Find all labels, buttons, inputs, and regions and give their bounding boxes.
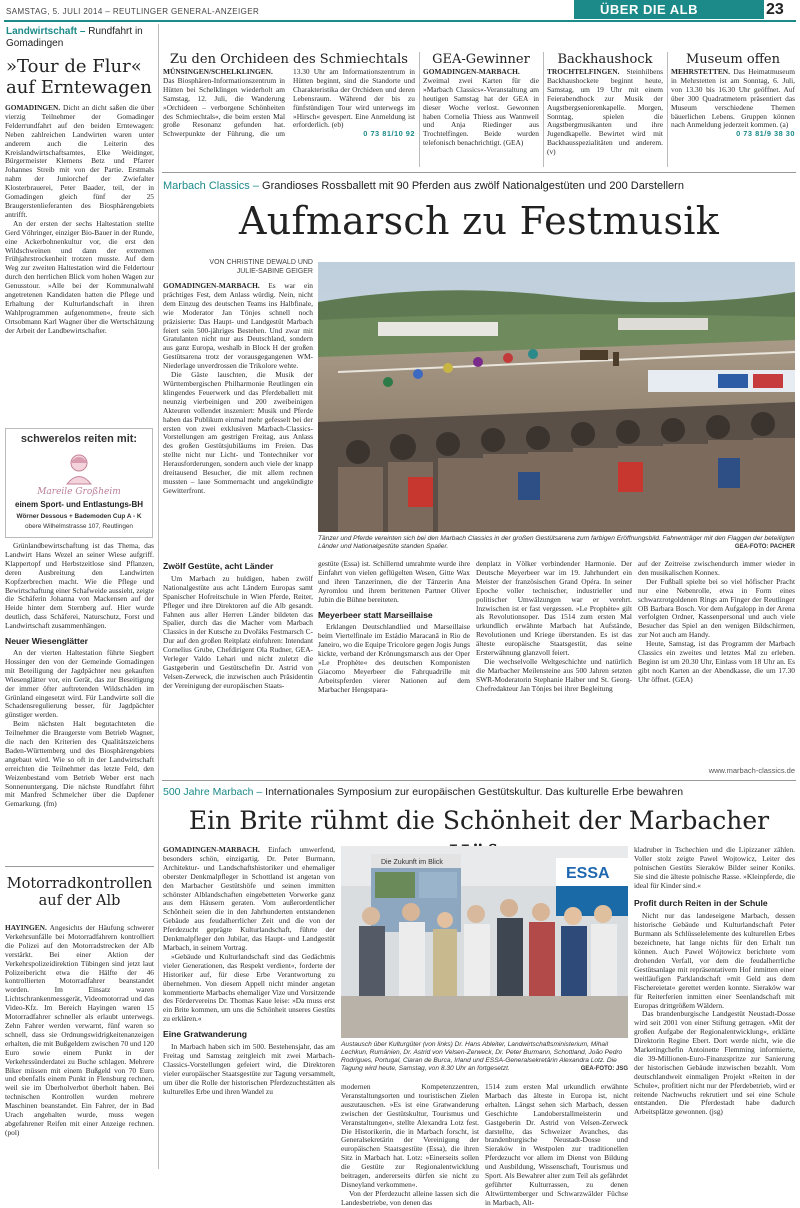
page-number: 23 [766, 1, 784, 18]
tour-article-cont [5, 542, 154, 856]
ad-line-2: obere Wilhelmstrasse 107, Reutlingen [25, 523, 133, 530]
tour-article [5, 104, 154, 426]
ad-title: schwerelos reiten mit: [20, 433, 138, 445]
gea-article [423, 68, 539, 168]
ad-subtitle: einem Sport- und Entlastungs-BH [15, 500, 143, 509]
tour-headline: »Tour de Flur« auf Erntewagen [6, 56, 152, 98]
kicker-text: Grandioses Rossballett mit 90 Pferden aus zwölf Nationalgestüten und 200 Darstellern [262, 180, 684, 192]
brite-article-col4 [634, 846, 795, 1169]
column-divider [667, 52, 668, 167]
brite-article-col2 [341, 1082, 479, 1207]
subheading: Meyerbeer statt Marseillaise [318, 609, 433, 620]
paragraph: Das Heimatmuseum in Mehrstetten ist am Sonntag, 6. Juli, von 13.30 bis 16.30 Uhr geöffnet. Auf über 300 Quadratmetern präsentiert das Museum verschiedene Themen bäuerlichen Lebens. Gruppen können nach Anmeldung jederzeit kommen. (a) [671, 67, 795, 130]
header-rule [4, 20, 796, 22]
paragraph: Der Fußball spielte bei so viel höfischer Pracht nur eine Nebenrolle, etwa in Form eines schwarzrotgoldenen Rings am Finger der Reutlinger OB Barbara Bosch. Vor dem Aufgalopp in der Arena verfolgten Ordner, Kassenpersonal und auch viele Besucher das Spiel an den wenigen Bildschirmen, zur Not auch am Handy. [638, 576, 795, 640]
marbach-article-col4 [638, 560, 795, 764]
dateline: GOMADINGEN-MARBACH. [163, 281, 260, 290]
section-tab [574, 0, 764, 19]
motor-article [5, 924, 154, 1169]
dateline: GOMADINGEN-MARBACH. [163, 845, 260, 854]
paragraph: Das Biosphären-Informationszentrum in Hütten bei Schelklingen wiederholt am Samstag, 12. Juli, die Wanderung »Orchideen – verborgene Schönheiten des Schmiechtals«, die beim ersten Mal große Resonanz gefunden hat. Schwerpunkte der Führung, die um 13.30 Uhr am Informationszentrum in Hütten beginnt, sind die Standorte und Charakteristika der Orchideen und deren Lebensraum. Während der bis zu fünfstündigen Tour wird unterwegs im »Hirsch« gevespert. Eine Anmeldung ist erforderlich. (eb) [163, 67, 415, 139]
orchid-headline: Zu den Orchideen des Schmiechtals [170, 52, 408, 67]
author-line: VON CHRISTINE DEWALD UND [209, 259, 313, 266]
kicker-label: 500 Jahre Marbach – [163, 786, 263, 798]
paragraph: Um Marbach zu huldigen, haben zwölf Nationalgestüte aus acht Ländern Europas samt Spanischer Hofreitschule in Wien Pferde, Reiter, Pfleger und ihre Direktoren auf die Alb gesandt. Fahnen aus aller Herren Länder bildeten das Spalier, durch das die Macher vom Marbach Classics in der Kutsche zu Dvořáks Festmarsch C-Dur auf den großen Reitplatz einfuhren: Intendant Cornelius Grube, Chefdirigent Ola Rudner, GEA-Verleger Valdo Lehari und nicht zuletzt die Gastgeberin und Gestütschefin Dr. Astrid von Velsen-Zerweck, die inzwischen auch Präsidentin der Vereinigung der europäischen Staats- [163, 573, 313, 690]
gea-headline: GEA-Gewinner [432, 52, 530, 67]
caption-text: Tänzer und Pferde vereinten sich bei den Marbach Classics in der großen Gestütsarena zum farbigen Eröffnungsbild. Fahnenträger mit den Flaggen der beteiligten Länder und Nationalgestüte standen Spalier. [318, 535, 795, 550]
paragraph: Von der Pferdezucht alleine lassen sich die Landesbetriebe, von denen das [341, 1188, 479, 1207]
marbach-article-col1b [163, 560, 313, 776]
photo-credit: GEA-FOTO: JSG [580, 1066, 628, 1072]
ad-brand-logo: Mareile Großheim [37, 487, 121, 497]
middle-rule [162, 780, 796, 781]
symposium-photo [341, 846, 628, 1038]
dateline: HAYINGEN. [5, 923, 47, 932]
column-divider [158, 24, 159, 1169]
paragraph: Grünlandbewirtschaftung ist das Thema, das Landwirt Hans Wezel an seiner Wiese aufgriff. Klappertopf und Herbstzeitlose sind Pflanzen, deren Ausbreitung den Landwirten Kopfzerbrechen macht. Wie die Pflege und Bewirtschaftung einer Schafweide aussieht, zeigte die Schäferin Johanna von Mackensen auf der Heide hinter dem Sternberg auf. Hier wurde deutlich, dass Schäferei, Naturschutz, Forst und Landwirtschaft zusammenhängen. [5, 541, 154, 631]
motor-headline: Motorradkontrollen auf der Alb [6, 876, 153, 909]
photo-credit: GEA-FOTO: PACHER [734, 544, 795, 550]
brite-article-col3 [485, 1082, 628, 1207]
paragraph: modernen Kompetenzzentren, Veranstaltungsorten und touristischen Zielen auszutauschen. »Es ist eine Gratwanderung zwischen der Gestütskultur, Tourismus und Veranstaltungen«, stellte Alexandra Lotz fest. Die Historikerin, die in Marbach forscht, ist Generalsekretärin der Vereinigung der europäischen Staatsgestüte (Essa), die ihren Sitz in Marbach hat. Lotz: »Einerseits sollen die Gestüte zur Regionalentwicklung beitragen, andererseits dürfen sie nicht zu Disneyland verkommen«. [341, 1082, 479, 1189]
backhaus-headline: Backhaushock [557, 52, 653, 67]
paragraph: kladruber in Tschechien und die Lipizzaner zählen. Voller stolz zeigte Pawel Wojtowicz, Leiter des polnischen Gestüts Sieraków Bilder seiner Koniks. Sie sind die älteste polnische Rasse. »Kleinpferde, die ideal für Kinder sind.« [634, 845, 795, 890]
paragraph: Erklangen Deutschlandlied und Marseillaise beim Viertelfinale im Estádio Maracanã in Rio de Janeiro, wo die Equipe Tricolore gegen Jogis Jungs kickte, verband der Krönungsmarsch aus der Oper »Le Prophète« des deutschen Komponisten Giacomo Meyerbeer die Fahrquadrille mit Arbeitspferden vierer Nationen auf dem Marbacher Hengstpara- [318, 622, 470, 694]
kicker-label: Marbach Classics – [163, 180, 259, 192]
marbach-url[interactable]: www.marbach-classics.de [708, 766, 795, 775]
ad-figure-icon [62, 451, 96, 485]
motor-rule [5, 866, 154, 867]
paragraph: Nicht nur das landeseigene Marbach, dessen historische Gebäude und Kulturlandschaft Peter Burmann als Schlüsselelemente des kulturellen Erbes bezeichnete, hat lange nichts für den Erhalt tun können. Auch Pawel Wójtowicz berichtete vom drohenden Verfall, vor dem die feudalherrliche Gestütsanlage mit repräsentativem Hof inmitten einer weitläufigen Parklandschaft »mit Geld aus dem Fischereietat« gerettet werden konnte. Sieraków war für Reiterferien inmitten einer Seenlandschaft mit Europas drittgrößem Wäldern. [634, 911, 795, 1010]
essa-logo-text: ESSA [566, 865, 610, 882]
dateline: MEHRSTETTEN. [671, 67, 730, 76]
paragraph: Das brandenburgische Landgestüt Neustadt-Dosse wird seit 2001 von einer Stiftung getragen. »Mit der großen Aufgabe der Regionalentwicklung«, erklärte Direktorin Regine Ebert. Dort werde nicht, wie die Marketingchefin Antoinette Flemming informierte, die 39-Millionen-Euro-Finanzspritze zur Sanierung der historischen Gebäude inzwischen bezahlt. Vom deutschlandweit einmaligen Projekt »Reiten in der Schule«, profitiert nicht nur der Pferdebetrieb, wird er reitende Nachwuchs rekrutiert und sei eine Schule entstanden. Die Pferdestadt habe dadurch Arbeitsplätze gewonnen. (jsg) [634, 1009, 795, 1117]
caption-text: Austausch über Kulturgüter (von links) Dr. Hans Ableiter, Landwirtschaftsministerium, Mihail Lechkun, Rumänien, Dr. Astrid von Velsen-Zerweck, Dr. Peter Burmann, Schottland, João Pedro Rodrigues, Portugal, Ciaran de Burca, Irland und ESSA-Generalsekretärin Alexandra Lotz. Die Tagung wird heute, Samstag, von 8.30 Uhr an fortgesetzt. [341, 1041, 623, 1072]
paragraph: Es war ein prächtiges Fest, dem Anlass würdig. Nein, nicht dem Einzug des deutschen Teams ins Halbfinale, wie Moderator Jan Tönjes schnell noch präzisierte: Das Haupt- und Landgestüt Marbach feiert sein 500-jähriges Bestehen. Und zwar mit Gratulanten nicht nur aus Deutschland, sondern aus ganz Europa, weshalb in Block H der großen Gestütsarena trotz der vorausgegangenen WM-Niederlage unverdrossen die Trikolore wehte. [163, 281, 313, 371]
backhaus-article [547, 68, 663, 168]
paragraph: denplatz in Völker verbindender Harmonie. Der Deutsche Meyerbeer war im 19. Jahrhundert ein Meister der französischen Grand Opéra. In seiner Epoche voller technischer, industrieller und politischer Umwälzungen war er verehrt. Inzwischen ist er fast vergessen. »Le Prophète« gilt als Revolutionsoper. Das 1514 zum ersten Mal urkundlich erwähnte Marbach hat Aufstände, Revolutionen und Kriege überstanden. Es ist das älteste europäische Staatsgestüt, das seine Ersterwähnung glanzvoll feiert. [476, 559, 632, 658]
paragraph: Die Gäste lauschten, die Musik der Württembergischen Philharmonie Reutlingen ein klingendes Feuerwerk und das Pferdeballett mit neunzig vierbeinigen und 200 zweibeinigen Akteuren vollendet inszeniert: Musik und Pferde haben das Publikum einmal mehr gefesselt bei der ersten von zwei exklusiven Marbach-Classics-Vorstellungen am gestrigen Freitag, aus Anlass des großen Gestütsjubiläums im Freien. Das stellte nicht nur Licht- und Tontechniker vor Herausforderungen, sondern auch viele der knapp dreitausend Besucher, die mit allem rechnen mussten – laue Sommernacht und angekündigte Gewitterfront. [163, 370, 313, 495]
paragraph: Einfach umwerfend, besonders schön, einzigartig. Dr. Peter Burmann, Architektur- und Landschaftshistoriker und ehemaliger oberster Denkmalpfleger in Schottland ist angetan von den Marbacher Gestütshöfe und seinen immitten schönster Alblandschaften eingebetteten Vorwerke ganz aus dem Häusern geraten. Vom außerordentlicher Schönheit seien die in den Jahrhunderten entstandenen Gebäude aus feudalherrlicher Zeit und die von der Pferdezucht geprägte Kulturlandschaft, führte der Denkmalpfleger den Jubilar, das Haupt- und Landgestüt Marbach, in seinem Vortrag. [163, 845, 335, 952]
brite-headline: Ein Brite rühmt die Schönheit der Marbacher [188, 806, 770, 835]
banner-text: Die Zukunft im Blick [381, 859, 443, 866]
marbach-article-col1 [163, 282, 313, 558]
paragraph: Beim nächsten Halt begutachteten die Teilnehmer die Braugerste vom Betrieb Wagner, die nach den Kriterien des Qualitätszeichens Baden-Württemberg und des Biosphärengebiets angebaut wird. Wie so oft in der Landwirtschaft erreichten die Teilnehmer das letzte Feld, den Weizenbestand vom Betrieb Weber erst nach Sonnenuntergang. Die nächste Rundfahrt führt mit Manfred Schmelcher über die Dapfener Gemarkung. (fm) [5, 719, 154, 809]
paragraph: auf der Zeitreise zwischendurch immer wieder in den musikalischen Konnex. [638, 559, 795, 577]
section-title: ÜBER DIE ALB [600, 2, 698, 17]
subheading: Zwölf Gestüte, acht Länder [163, 561, 274, 571]
column-divider [419, 52, 420, 167]
arena-photo [318, 262, 795, 532]
dateline: MÜNSINGEN/SCHELKLINGEN. [163, 67, 273, 76]
marbach-article-col3 [476, 560, 632, 776]
paragraph: Steinhilbens Backhaushockete beginnt heute, Samstag, um 19 Uhr mit einem Feierabendhock zur Musik der Augstbergseniorenkapelle. Morgen, Sonntag, spielen die Augstbergmusikanten und ihre Jugendkapelle. Bewirtet wird mit Backhausspezialitäten und anderem. (v) [547, 67, 663, 157]
page-header [4, 0, 796, 20]
phone-number: 0 73 81/9 38 30 [736, 129, 795, 139]
column-divider [543, 52, 544, 167]
marbach-article-col2 [318, 560, 470, 776]
author-line: JULIE-SABINE GEIGER [236, 268, 313, 275]
museum-article [671, 68, 795, 168]
advertisement [5, 428, 153, 538]
dateline: TROCHTELFINGEN. [547, 67, 620, 76]
paragraph: 1514 zum ersten Mal urkundlich erwähnte Marbach das älteste in Europa ist, nicht erhalten. Längst sehen sich Marbach, dessen Geschichte Landoberstallmeisterin und Gastgeberin Dr. Astrid von Velsen-Zerweck darstellte, das Schweizer Avanches, das brandenburgische Neustadt-Dosse und Sieraków in Westpolen zur traditionellen Pferdezucht vor allem im Dienst von Bildung und Ausbildung, Wissenschaft, Tourismus und Sport. Als Bewahrer alter zum Teil als gefährdet geführter Kulturrassen, zu denen Altwürttemberger und Schwarzwälder Füchse in Marbach, Alt- [485, 1082, 628, 1207]
symposium-caption [341, 1041, 628, 1073]
subheading: Neuer Wiesenglätter [5, 636, 89, 647]
date-line: SAMSTAG, 5. JULI 2014 – REUTLINGER GENERAL-ANZEIGER [6, 7, 260, 16]
paragraph: An der vierten Haltestation führte Siegbert Hossinger den von der Gemeinde Gomadingen mit Beteiligung der Jagdpächter neu gekauften Wiesenglätter vor, ein Gerät, das zur Beseitigung der immer öfter auftretenden Wildschäden im Grünland eingesetzt wird. Für Landwirte soll die Schadensregulierung besser, für Jagdpächter günstiger werden. [5, 647, 154, 720]
marbach-headline: Aufmarsch zu Festmusik [238, 199, 720, 243]
museum-headline: Museum offen [685, 52, 780, 67]
paragraph: »Gebäude und Kulturlandschaft sind das Gedächtnis vieler Generationen, das Respekt verdient«, forderte der Historiker auf, für diese Erbe Verantwortung zu übernehmen. Von diesem Appell nicht minder angetan kommentierte Marbachs ehemaliger Vize und Vorsitzende des Fördervereins Dr. Thomas Kaue leise: »Da muss erst ein Brite kommen, um uns die Schönheit unseres Gestüts zu erklären.« [163, 951, 335, 1024]
paragraph: Heute, Samstag, ist das Programm der Marbach Classics ein zweites und letztes Mal zu erleben. Beginn ist um 20.30 Uhr, Einlass vom 18 Uhr an. Es gibt noch Karten an der Abendkasse, die um 17.30 Uhr öffnet. (GEA) [638, 639, 795, 684]
subheading: Eine Gratwanderung [163, 1029, 248, 1040]
dateline: GOMADINGEN-MARBACH. [423, 67, 520, 76]
brite-kicker [163, 786, 795, 799]
marbach-kicker [163, 180, 795, 193]
paragraph: In Marbach haben sich im 500. Bestehensjahr, das am Freitag und Samstag zeitgleich mit zwei Marbach-Classics-Vorstellungen gefeiert wird, die Direktoren vieler europäischer Staatsgestüte zur Tagung versammelt, um über die Rolle der historischen Pferdezuchtstätten als kulturelles Erbe und ihren Wandel zu [163, 1042, 335, 1096]
top-row-rule [162, 172, 796, 173]
kicker-label: Landwirtschaft – [6, 26, 86, 37]
ad-line-1: Wörner Dessous + Bademoden Cup A - K [16, 513, 142, 520]
dateline: GOMADINGEN. [5, 103, 61, 112]
paragraph: Angesichts der Häufung schwerer Verkehrsunfälle bei Motorradfahrern kontrolliert die Polizei auf den Motorradstrecken der Alb verstärkt. Bei einer Aktion der Verkehrspolizeidirektion Tübingen sind jetzt laut Polizeibericht etwa die Hälfte der 46 kontrollierten Motorradfahrer beanstandet worden. Im Einsatz waren Lichtschrankenmessgerät, Videomotorrad und das Video-Kfz. Im Bereich Hayingen waren 15 Motorradfahrer schneller als erlaubt unterwegs. Zehn Fahrer werden verwarnt, fünf waren so schnell, dass sie Ordnungswidrigkeitenanzeigen erhalten, die mit Bußgeldern zwischen 70 und 120 Euro sowie einem Punkt in der Verkehrssünderdatei zu Buche schlagen. Mehrere Biker müssen mit einem Bußgeld von 70 Euro und ebenfalls einem Punkt in Flensburg rechnen, weil sie im Überholverbot überholt haben. Bei technischen Kontrollen wurden mehrere Maschinen beanstandet. Ein Fahrer, der in Bad Urach angehalten wurde, muss wegen abgefahrener Reifen mit einer Anzeige rechnen. (pol) [5, 923, 155, 1137]
kicker-text: Rundfahrt in Gomadingen [6, 26, 143, 49]
phone-number: 0 73 81/10 92 [363, 129, 415, 139]
brite-article-col1 [163, 846, 335, 1169]
paragraph: gestüte (Essa) ist. Schillernd umrahmte wurde ihre Einfahrt von vielen geflügelten Wesen, Gitte Wax und ihren Tanzerinnen, die der Tänzerin Ana Ayromlou und ihrem berittenen Partner Oliver Jubin die Bühne bereiteten. [318, 559, 470, 604]
subheading: Profit durch Reiten in der Schule [634, 897, 768, 908]
paragraph: Die wechselvolle Weltgeschichte und natürlich die Marbacher Meilensteine aus 500 Jahren setzten SWR-Moderatorin Stephanie Haiber und St. Georg-Chefredakteur Jan Tönjes bei ihrer Begleitung [476, 656, 632, 693]
orchid-article [163, 68, 415, 168]
landwirtschaft-kicker [6, 26, 151, 50]
paragraph: An der ersten der sechs Haltestation stellte Gerd Vöhringer, einziger Bio-Bauer in der Runde, eine Ackerbohnenkultur vor, die erst den Wildschweinen und dann der extremen Frühjahrstrockenheit trotzen musste. Auf dem Weg zur zweiten Haltestation wird die Feldertour durch den herrlichen Blick vom hohen Wagen zur Genusstour. »Alle bei der Kommunalwahl angetretenen Kandidaten hatten die Pflege und Erhaltung der Kulturlandschaft in ihren Wahlprogrammen aufgenommen«, freute sich Ortsobmann Karl Wagner über die Wertschätzung der Arbeit der Landbewirtschafter. [5, 218, 154, 335]
kicker-text: Internationales Symposium zur europäischen Gestütskultur. Das kulturelle Erbe bewahren [265, 786, 684, 798]
byline [163, 258, 313, 276]
paragraph: Zweimal zwei Karten für die »Marbach Classics«-Veranstaltung am heutigen Samstag hat der GEA in dieser Woche verlost. Gewonnen haben Cornelia Thiess aus Wannweil und Anja Riedinger aus Trochtelfingen. Beide wurden telefonisch benachrichtigt. (GEA) [423, 75, 539, 148]
paragraph: Dicht an dicht saßen die über vierzig Teilnehmer der Gomadinger Felderrundfahrt auf den beiden Erntewagen: Neben zahlreichen Landwirten waren unter anderem auch die Leiterin des Kreislandwirtschaftsamtes, Elke Weidinger, Bürgermeister Klemens Betz und Pfarrer Johannes Streib mit von der Partie. Erstmals nahm der Juniorchef der Zwiefalter Klosterbrauerei, Peter Baader, teil, der in Gomadingen gleich fünf der 25 Braugerstenlieferanten des Biosphärengebiets antrifft. [5, 103, 154, 219]
arena-caption [318, 535, 795, 551]
